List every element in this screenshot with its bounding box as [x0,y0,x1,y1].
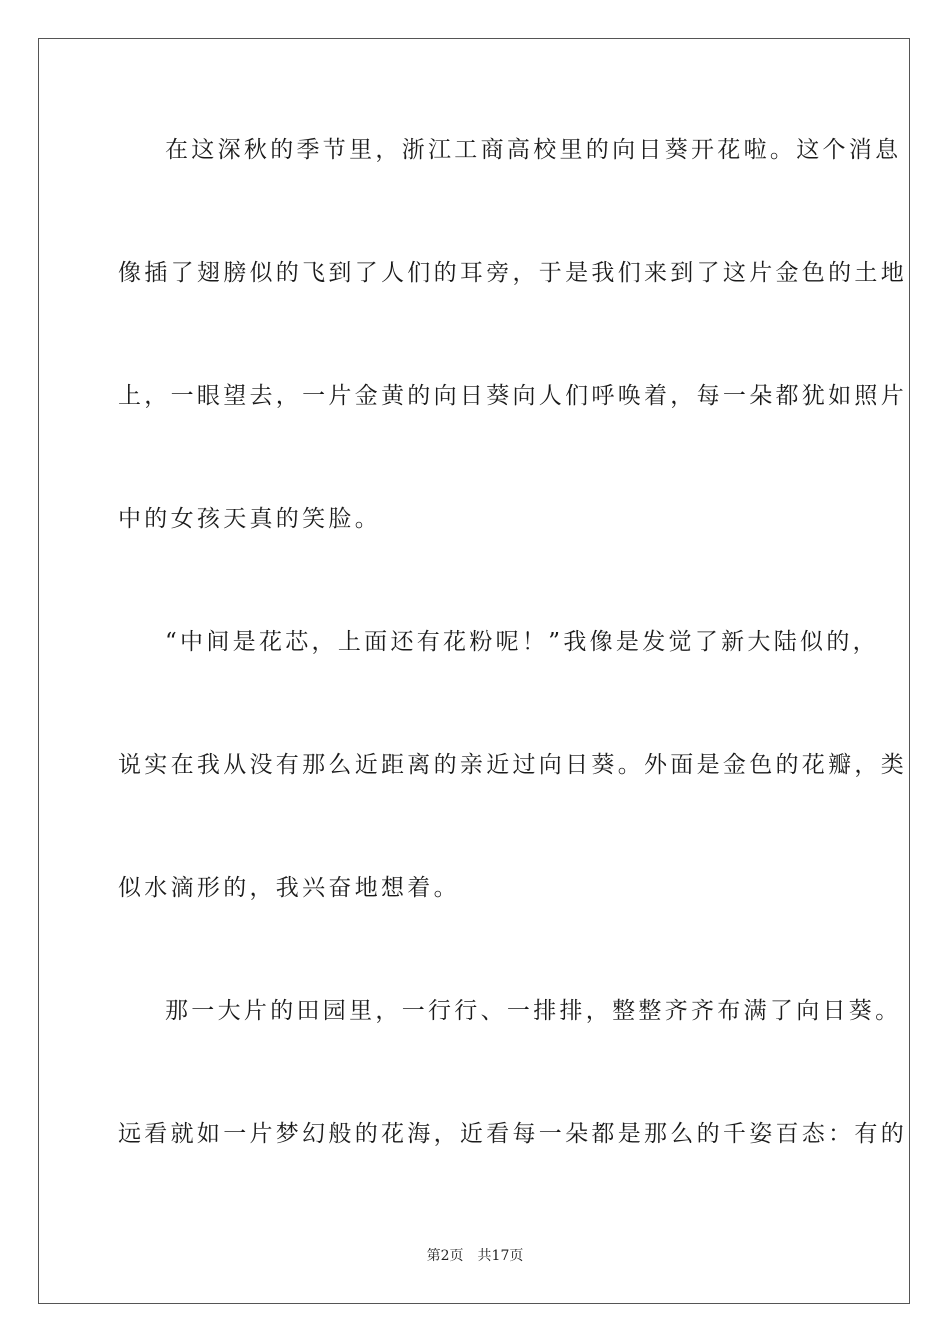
page-number: 第2页 [426,1248,464,1264]
paragraph-2-line-1: “中间是花芯，上面还有花粉呢！”我像是发觉了新大陆似的， [165,629,879,655]
paragraph-1-line-2: 像插了翅膀似的飞到了人们的耳旁，于是我们来到了这片金色的土地 [118,260,907,286]
paragraph-1-line-4: 中的女孩天真的笑脸。 [118,506,381,532]
paragraph-2-line-2: 说实在我从没有那么近距离的亲近过向日葵。外面是金色的花瓣，类 [118,752,907,778]
page-total: 共17页 [477,1248,524,1264]
paragraph-3-line-2: 远看就如一片梦幻般的花海，近看每一朵都是那么的千姿百态：有的 [118,1121,907,1147]
paragraph-3-line-1: 那一大片的田园里，一行行、一排排，整整齐齐布满了向日葵。 [165,998,902,1024]
paragraph-1-line-3: 上，一眼望去，一片金黄的向日葵向人们呼唤着，每一朵都犹如照片 [118,383,907,409]
page-footer [0,1247,950,1265]
page-border [38,38,910,1304]
paragraph-2-line-3: 似水滴形的，我兴奋地想着。 [118,875,460,901]
paragraph-1-line-1: 在这深秋的季节里，浙江工商高校里的向日葵开花啦。这个消息 [165,137,902,163]
